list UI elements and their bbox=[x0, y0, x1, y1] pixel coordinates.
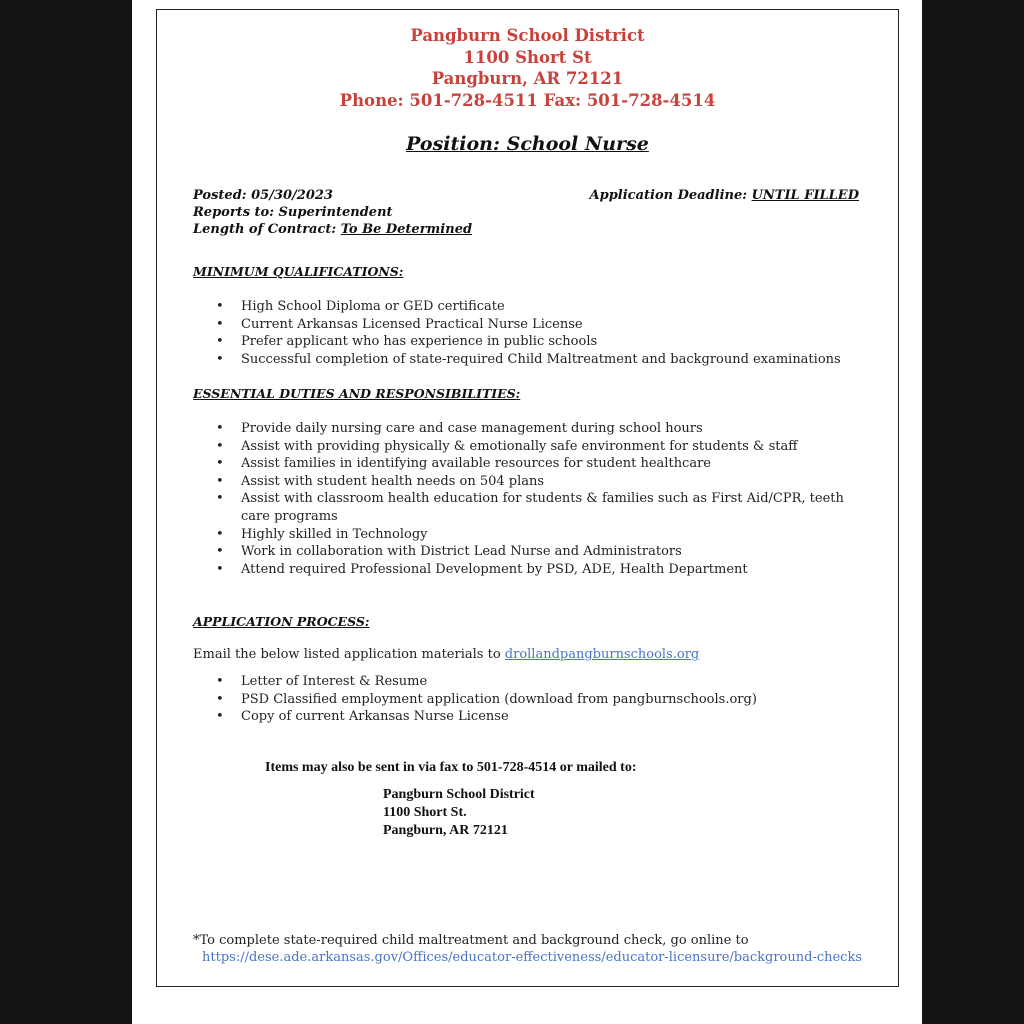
address-city: Pangburn, AR 72121 bbox=[383, 823, 508, 838]
deadline-label: Application Deadline: bbox=[589, 188, 752, 203]
list-item: • High School Diploma or GED certificate bbox=[216, 299, 505, 314]
list-item: • Highly skilled in Technology bbox=[216, 526, 428, 542]
footnote-text: *To complete state-required child maltreatment and background check, go online to bbox=[193, 933, 749, 948]
duties-list bbox=[193, 420, 853, 578]
reports-to: Reports to: Superintendent bbox=[193, 205, 393, 220]
list-item: • Attend required Professional Development by PSD, ADE, Health Department bbox=[216, 561, 748, 577]
mailing-address bbox=[383, 786, 535, 840]
list-item: • Work in collaboration with District Lead Nurse and Administrators bbox=[216, 544, 682, 560]
list-item: • Assist families in identifying available resources for student healthcare bbox=[216, 456, 711, 472]
list-item: • Current Arkansas Licensed Practical Nurse License bbox=[216, 316, 583, 332]
duties-heading: ESSENTIAL DUTIES AND RESPONSIBILITIES: bbox=[193, 386, 521, 401]
list-item: • PSD Classified employment application (download from pangburnschools.org) bbox=[216, 691, 757, 707]
deadline-value: UNTIL FILLED bbox=[751, 188, 859, 203]
district-street: 1100 Short St bbox=[463, 48, 592, 67]
page-title: Position: School Nurse bbox=[406, 133, 649, 155]
application-list bbox=[193, 673, 853, 726]
list-item: • Assist with student health needs on 504 plans bbox=[216, 473, 545, 489]
qualifications-heading: MINIMUM QUALIFICATIONS: bbox=[193, 264, 404, 279]
list-item: • Assist with classroom health education for students & families such as First Aid/CPR, teeth care programs bbox=[216, 491, 844, 524]
contract-length bbox=[193, 221, 472, 238]
fax-mail-note: Items may also be sent in via fax to 501-728-4514 or mailed to: bbox=[265, 760, 637, 775]
contract-value: To Be Determined bbox=[340, 222, 473, 237]
contract-label: Length of Contract: bbox=[193, 222, 341, 237]
district-name: Pangburn School District bbox=[410, 26, 645, 45]
district-city: Pangburn, AR 72121 bbox=[431, 69, 624, 88]
qualifications-list bbox=[193, 298, 853, 368]
list-item: • Provide daily nursing care and case management during school hours bbox=[216, 421, 703, 436]
list-item: • Letter of Interest & Resume bbox=[216, 674, 428, 689]
list-item: • Copy of current Arkansas Nurse License bbox=[216, 709, 509, 725]
application-heading: APPLICATION PROCESS: bbox=[193, 614, 370, 629]
address-street: 1100 Short St. bbox=[383, 805, 467, 820]
application-deadline bbox=[590, 187, 859, 204]
background-check-link[interactable]: https://dese.ade.arkansas.gov/Offices/educator-effectiveness/educator-licensure/background-checks bbox=[202, 950, 862, 965]
list-item: • Successful completion of state-required Child Maltreatment and background examinations bbox=[216, 351, 841, 367]
list-item: • Prefer applicant who has experience in public schools bbox=[216, 334, 598, 350]
application-intro: Email the below listed application materials to drollandpangburnschools.org bbox=[193, 647, 700, 662]
district-phone-fax: Phone: 501-728-4511 Fax: 501-728-4514 bbox=[339, 91, 716, 110]
address-name: Pangburn School District bbox=[383, 787, 535, 802]
email-link[interactable]: drollandpangburnschools.org bbox=[504, 647, 700, 662]
posted-date: Posted: 05/30/2023 bbox=[193, 188, 333, 203]
list-item: • Assist with providing physically & emotionally safe environment for students & staff bbox=[216, 438, 798, 454]
